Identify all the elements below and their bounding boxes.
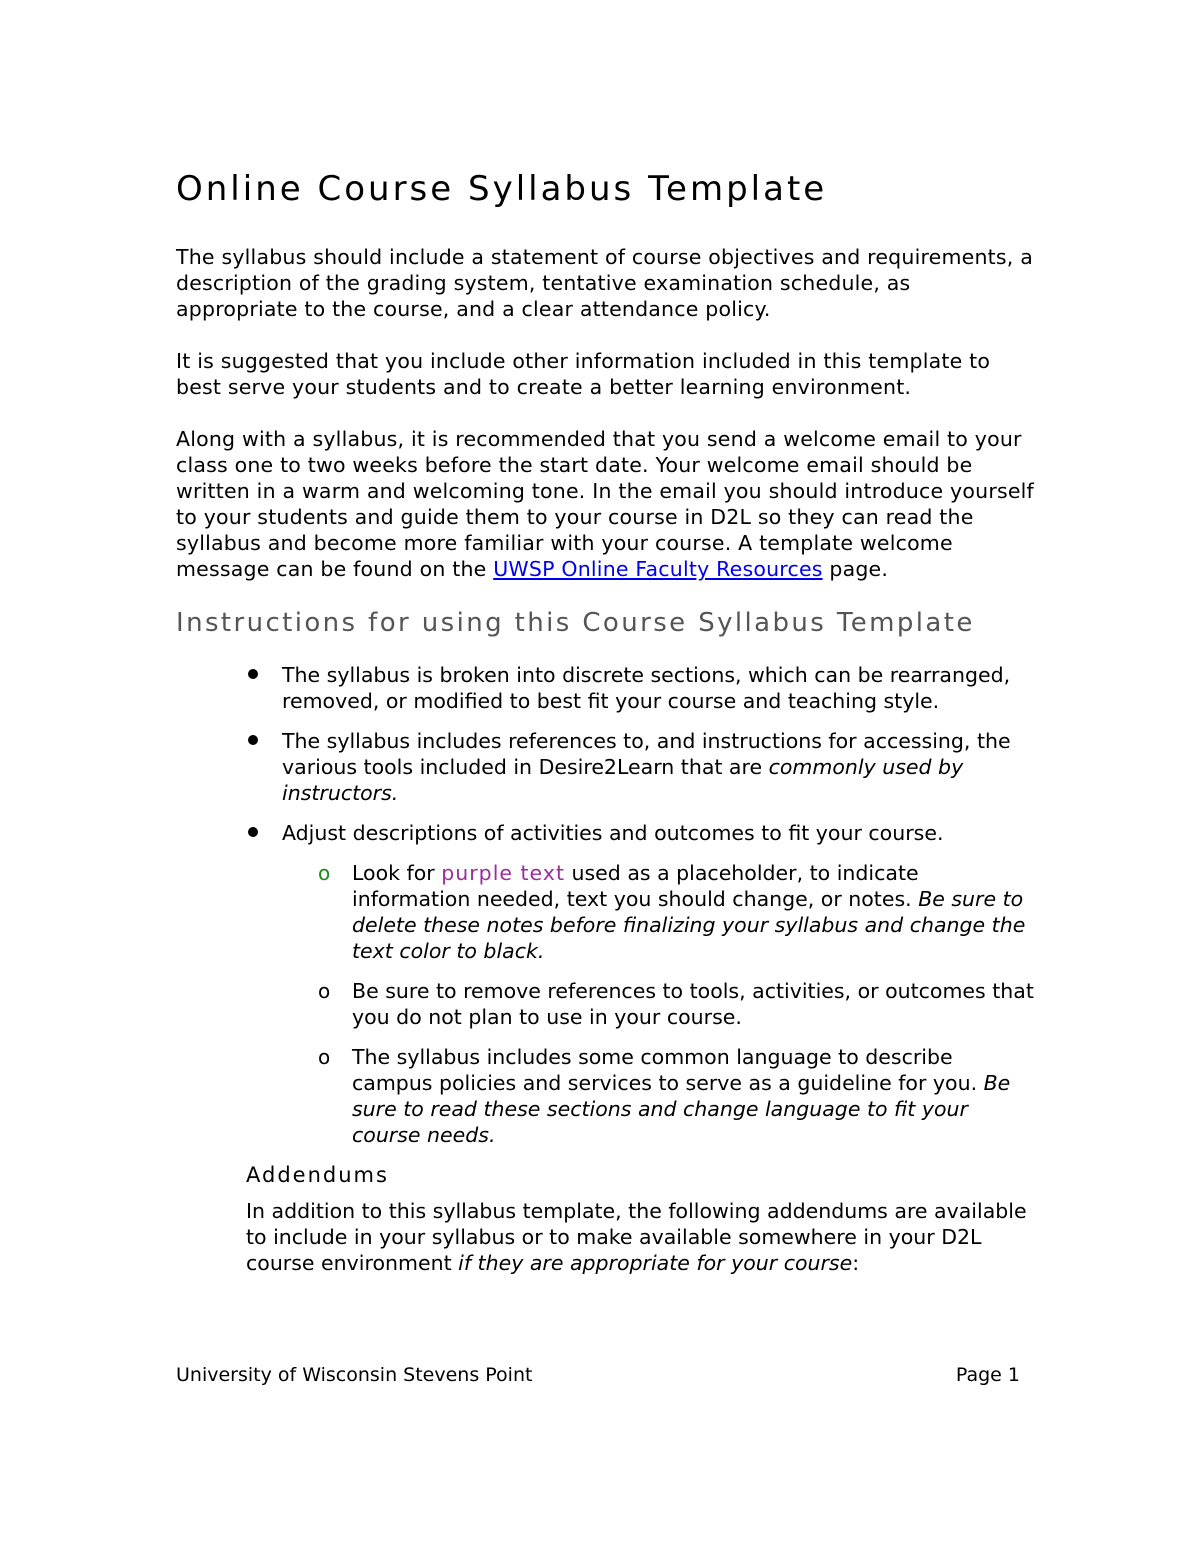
document-title: Online Course Syllabus Template: [176, 169, 828, 209]
circle-bullet-icon: o: [318, 1045, 331, 1069]
bullet-icon: [248, 827, 258, 837]
sub-list-item: [318, 1044, 1036, 1148]
circle-bullet-icon: o: [318, 979, 331, 1003]
bullet-text: The syllabus is broken into discrete sections, which can be rearranged, removed, or modified to best fit your course and teaching style.: [282, 663, 1011, 713]
sub-list-item: [318, 860, 1036, 964]
document-content: [176, 162, 1036, 1276]
welcome-email-text: Along with a syllabus, it is recommended that you send a welcome email to your class one to two weeks before the start date. Your welcome email should be written in a warm and welcoming tone. In the email you should introduce yourself to your students and guide them to your course in D2L so they can read the syllabus and become more familiar with your course. A template welcome message can be found on the: [176, 427, 1034, 581]
purple-text-sample: purple text: [441, 861, 565, 885]
instructions-list: [176, 662, 1036, 1148]
sub-text: used as a placeholder, to indicate information needed, text you should change, or notes.: [352, 861, 919, 911]
sub-italic-text: Be sure to delete these notes before finalizing your syllabus and change the text color to black.: [352, 887, 1026, 963]
page-footer: [176, 1364, 1020, 1386]
bullet-icon: [248, 735, 258, 745]
bullet-text: Adjust descriptions of activities and outcomes to fit your course.: [282, 821, 944, 845]
suggestion-paragraph: [176, 348, 1036, 400]
addendums-text: In addition to this syllabus template, the following addendums are available to include in your syllabus or to make available somewhere in your D2L course environment: [246, 1199, 1027, 1275]
suggestion-text: It is suggested that you include other information included in this template to best serve your students and to create a better learning environment.: [176, 349, 991, 399]
sub-list-item: [318, 978, 1036, 1030]
sub-text: The syllabus includes some common language to describe campus policies and services to serve as a guideline for you.: [352, 1045, 984, 1095]
list-item: [282, 820, 1036, 1148]
intro-text: The syllabus should include a statement of course objectives and requirements, a description of the grading system, tentative examination schedule, as appropriate to the course, and a clear attendance policy.: [176, 245, 1033, 321]
bullet-text: The syllabus includes references to, and instructions for accessing, the various tools included in Desire2Learn that are: [282, 729, 1011, 779]
bullet-italic-text: commonly used by instructors.: [282, 755, 964, 805]
addendums-heading: Addendums: [246, 1163, 389, 1187]
bullet-icon: [248, 669, 258, 679]
circle-bullet-icon: o: [318, 861, 331, 885]
sub-italic-text: Be sure to read these sections and change language to fit your course needs.: [352, 1071, 1011, 1147]
addendums-paragraph: [246, 1198, 1036, 1276]
addendums-end: :: [852, 1251, 860, 1275]
welcome-email-end: page.: [822, 557, 889, 581]
sub-text: Look for: [352, 861, 442, 885]
instructions-heading: Instructions for using this Course Syllabus Template: [176, 608, 975, 638]
intro-paragraph: [176, 244, 1036, 322]
addendums-italic-text: if they are appropriate for your course: [458, 1251, 853, 1275]
footer-page-number: Page 1: [955, 1364, 1020, 1386]
uwsp-faculty-resources-link[interactable]: UWSP Online Faculty Resources: [493, 557, 823, 581]
sub-list: [282, 860, 1036, 1148]
welcome-email-paragraph: [176, 426, 1036, 582]
footer-university: University of Wisconsin Stevens Point: [176, 1364, 533, 1386]
list-item: [282, 662, 1036, 714]
sub-text: Be sure to remove references to tools, activities, or outcomes that you do not plan to use in your course.: [352, 979, 1034, 1029]
list-item: [282, 728, 1036, 806]
